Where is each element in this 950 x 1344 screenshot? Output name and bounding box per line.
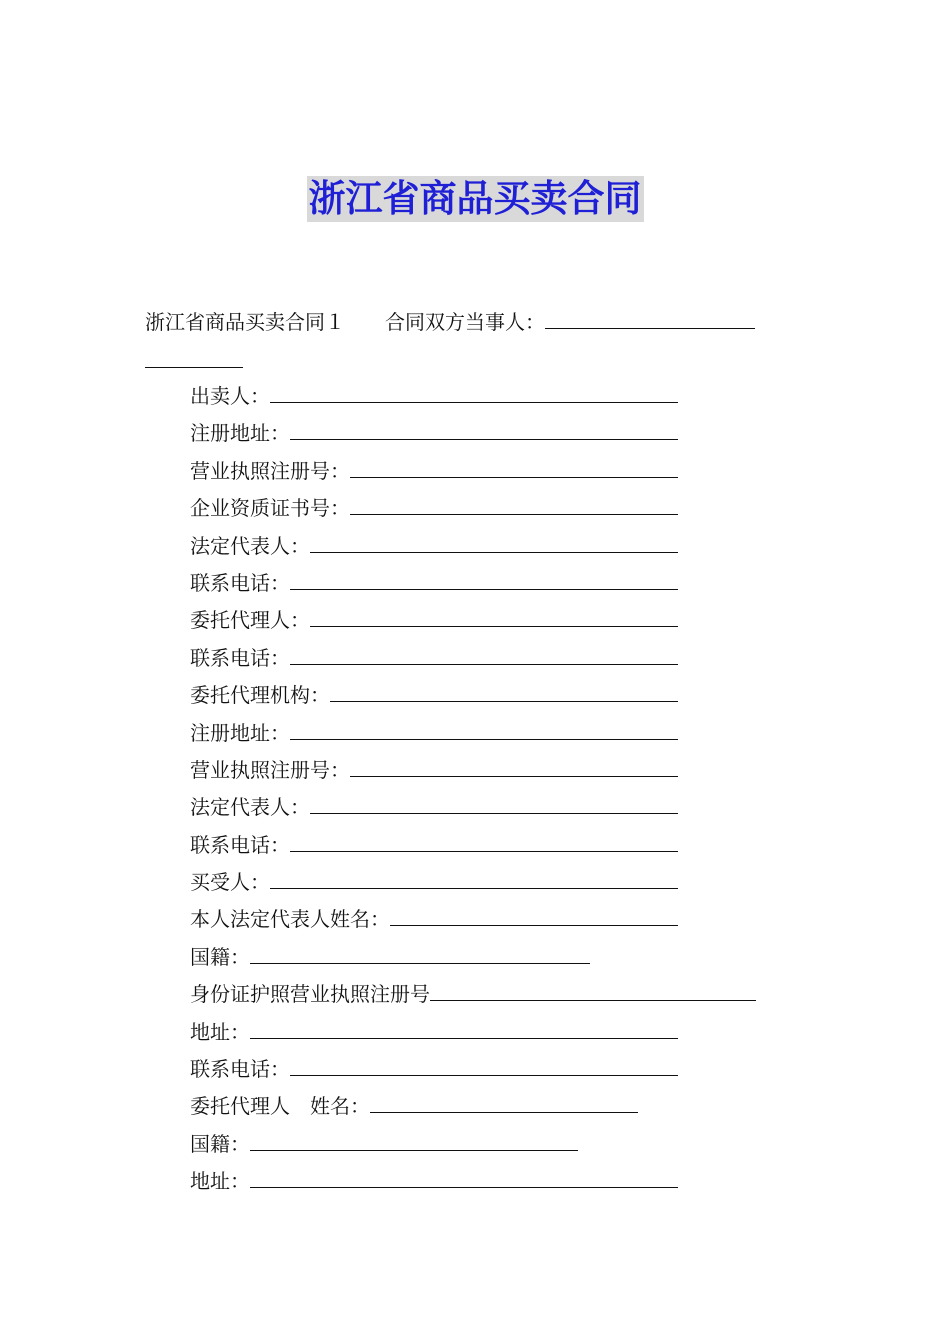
intro-line xyxy=(145,306,825,338)
field-blank-line[interactable] xyxy=(290,717,678,740)
field-row xyxy=(190,715,810,752)
parties-blank-continued xyxy=(145,345,243,368)
field-blank-line[interactable] xyxy=(430,978,756,1001)
field-label: 联系电话： xyxy=(190,570,290,595)
field-blank-line[interactable] xyxy=(330,679,678,702)
field-label: 国籍： xyxy=(190,944,250,969)
field-label: 注册地址： xyxy=(190,421,290,446)
field-blank-line[interactable] xyxy=(250,1128,578,1151)
field-blank-line[interactable] xyxy=(370,1090,638,1113)
field-blank-line[interactable] xyxy=(290,417,678,440)
field-blank-line[interactable] xyxy=(290,1053,678,1076)
field-label: 委托代理人 姓名： xyxy=(190,1094,370,1119)
field-row xyxy=(190,528,810,565)
field-label: 身份证护照营业执照注册号 xyxy=(190,982,430,1007)
field-blank-line[interactable] xyxy=(310,791,678,814)
field-row xyxy=(190,490,810,527)
intro-parties-label: 合同双方当事人： xyxy=(385,310,545,334)
field-row xyxy=(190,789,810,826)
field-label: 联系电话： xyxy=(190,645,290,670)
field-row xyxy=(190,1014,810,1051)
field-label: 地址： xyxy=(190,1019,250,1044)
field-blank-line[interactable] xyxy=(350,754,678,777)
field-label: 联系电话： xyxy=(190,1057,290,1082)
field-blank-line[interactable] xyxy=(350,492,678,515)
field-label: 营业执照注册号： xyxy=(190,458,350,483)
field-label: 地址： xyxy=(190,1169,250,1194)
field-label: 委托代理人： xyxy=(190,608,310,633)
field-blank-line[interactable] xyxy=(350,455,678,478)
field-label: 国籍： xyxy=(190,1131,250,1156)
field-blank-line[interactable] xyxy=(270,866,678,889)
party-fields xyxy=(190,378,810,1201)
field-row xyxy=(190,415,810,452)
field-row xyxy=(190,565,810,602)
title-container xyxy=(0,176,950,222)
field-row xyxy=(190,1088,810,1125)
document-title: 浙江省商品买卖合同 xyxy=(308,177,642,220)
field-row xyxy=(190,640,810,677)
field-label: 本人法定代表人姓名： xyxy=(190,907,390,932)
field-label: 注册地址： xyxy=(190,720,290,745)
field-label: 法定代表人： xyxy=(190,533,310,558)
field-blank-line[interactable] xyxy=(250,941,590,964)
field-label: 企业资质证书号： xyxy=(190,496,350,521)
field-row xyxy=(190,1126,810,1163)
field-label: 出卖人： xyxy=(190,384,270,408)
field-blank-line[interactable] xyxy=(390,903,678,926)
field-label: 法定代表人： xyxy=(190,795,310,820)
field-row xyxy=(190,864,810,901)
field-blank-line[interactable] xyxy=(290,567,678,590)
field-row xyxy=(190,939,810,976)
field-blank-line[interactable] xyxy=(250,1165,678,1188)
field-row xyxy=(190,901,810,938)
parties-blank xyxy=(545,306,755,329)
field-row xyxy=(190,602,810,639)
field-label: 联系电话： xyxy=(190,832,290,857)
field-row xyxy=(190,752,810,789)
field-blank-line[interactable] xyxy=(290,642,678,665)
field-row xyxy=(190,1163,810,1200)
field-label: 买受人： xyxy=(190,870,270,895)
field-blank-line[interactable] xyxy=(310,530,678,553)
field-row xyxy=(190,1051,810,1088)
field-blank-line[interactable] xyxy=(310,604,678,627)
field-row xyxy=(190,827,810,864)
intro-continuation xyxy=(145,345,243,372)
field-row xyxy=(190,677,810,714)
field-row xyxy=(190,453,810,490)
field-label: 营业执照注册号： xyxy=(190,757,350,782)
field-blank-line[interactable] xyxy=(250,1016,678,1039)
field-row xyxy=(190,976,810,1013)
field-blank-line[interactable] xyxy=(290,829,678,852)
field-row xyxy=(190,378,810,415)
field-blank-line[interactable] xyxy=(270,380,678,403)
intro-contract-name: 浙江省商品买卖合同１ xyxy=(145,310,345,334)
field-label: 委托代理机构： xyxy=(190,683,330,708)
